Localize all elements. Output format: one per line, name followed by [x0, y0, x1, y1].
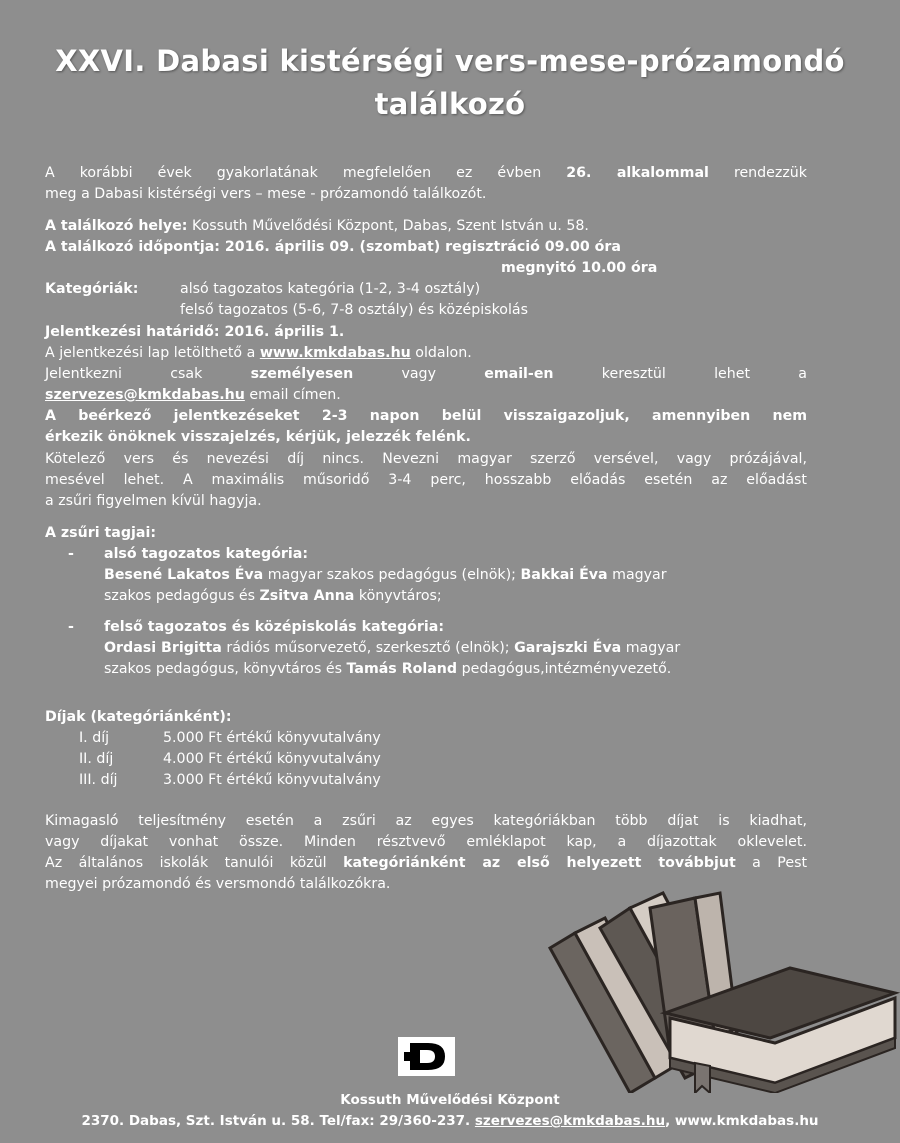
- prize-place: II. díj: [79, 751, 114, 767]
- intro-line-2: meg a Dabasi kistérségi vers – mese - prózamondó találkozót.: [45, 186, 487, 202]
- rules-line-2: mesével lehet. A maximális műsoridő 3-4 perc, hosszabb előadás esetén az előadást: [45, 472, 807, 488]
- intro-line-1: A korábbi évek gyakorlatának megfelelően ez évben 26. alkalommal rendezzük: [45, 165, 808, 181]
- jury-upper-line-1: Ordasi Brigitta rádiós műsorvezető, szerkesztő (elnök); Garajszki Éva magyar: [104, 640, 681, 656]
- closing-line-1: Kimagasló teljesítmény esetén a zsűri az egyes kategóriákban több díjat is kiadhat,: [45, 813, 807, 829]
- confirm-line-1: A beérkező jelentkezéseket 2-3 napon belül visszaigazoljuk, amennyiben nem: [45, 408, 807, 424]
- categories-label: Kategóriák:: [45, 281, 139, 297]
- footer-organization: Kossuth Művelődési Központ: [340, 1092, 560, 1108]
- opening-line: megnyitó 10.00 óra: [501, 260, 658, 276]
- prizes-heading: Díjak (kategóriánként):: [45, 709, 232, 725]
- footer-web-link[interactable]: www.kmkdabas.hu: [674, 1113, 819, 1129]
- prize-place: III. díj: [79, 772, 118, 788]
- venue-line: A találkozó helye: Kossuth Művelődési Központ, Dabas, Szent István u. 58.: [45, 218, 589, 234]
- closing-line-3: Az általános iskolák tanulói közül kategóriánként az első helyezett továbbjut a Pest: [45, 855, 808, 871]
- closing-line-2: vagy díjakat vonhat össze. Minden résztvevő emléklapot kap, a díjazottak oklevelet.: [45, 834, 807, 850]
- prize-text: 4.000 Ft értékű könyvutalvány: [163, 751, 381, 767]
- jury-dash-upper: -: [68, 619, 74, 635]
- logo-icon: [398, 1037, 455, 1076]
- rules-line-1: Kötelező vers és nevezési díj nincs. Nevezni magyar szerző versével, vagy prózájával,: [45, 451, 807, 467]
- deadline: Jelentkezési határidő: 2016. április 1.: [45, 324, 345, 340]
- svg-text:D: D: [398, 1037, 399, 1038]
- page-title: [0, 40, 900, 126]
- jury-lower-title: alsó tagozatos kategória:: [104, 546, 308, 562]
- prize-text: 5.000 Ft értékű könyvutalvány: [163, 730, 381, 746]
- title-line-2: találkozó: [374, 87, 526, 121]
- jury-heading: A zsűri tagjai:: [45, 525, 157, 541]
- jury-lower-line-1: Besené Lakatos Éva magyar szakos pedagógus (elnök); Bakkai Éva magyar: [104, 567, 667, 583]
- download-line: A jelentkezési lap letölthető a www.kmkdabas.hu oldalon.: [45, 345, 472, 361]
- jury-upper-line-2: szakos pedagógus, könyvtáros és Tamás Roland pedagógus,intézményvezető.: [104, 661, 672, 677]
- email-link[interactable]: szervezes@kmkdabas.hu: [45, 387, 245, 403]
- category-lower: alsó tagozatos kategória (1-2, 3-4 osztály): [180, 281, 481, 297]
- website-link[interactable]: www.kmkdabas.hu: [259, 345, 411, 361]
- prize-text: 3.000 Ft értékű könyvutalvány: [163, 772, 381, 788]
- prize-place: I. díj: [79, 730, 110, 746]
- kmk-logo: [398, 1037, 455, 1076]
- apply-email-line: szervezes@kmkdabas.hu email címen.: [45, 387, 341, 403]
- category-upper: felső tagozatos (5-6, 7-8 osztály) és középiskolás: [180, 302, 528, 318]
- jury-upper-title: felső tagozatos és középiskolás kategória:: [104, 619, 444, 635]
- title-line-1: XXVI. Dabasi kistérségi vers-mese-prózamondó: [55, 44, 845, 78]
- footer-address: 2370. Dabas, Szt. István u. 58. Tel/fax: 29/360-237. szervezes@kmkdabas.hu, www.kmkdabas.hu: [81, 1113, 819, 1129]
- closing-line-4: megyei prózamondó és versmondó találkozókra.: [45, 876, 391, 892]
- books-illustration: [545, 888, 900, 1093]
- jury-dash-lower: -: [68, 546, 74, 562]
- apply-line: Jelentkezni csak személyesen vagy email-en keresztül lehet a: [45, 366, 807, 382]
- jury-lower-line-2: szakos pedagógus és Zsitva Anna könyvtáros;: [104, 588, 442, 604]
- confirm-line-2: érkezik önöknek visszajelzés, kérjük, jelezzék felénk.: [45, 429, 471, 445]
- rules-line-3: a zsűri figyelmen kívül hagyja.: [45, 493, 262, 509]
- footer-email-link[interactable]: szervezes@kmkdabas.hu: [474, 1113, 666, 1129]
- date-line: A találkozó időpontja: 2016. április 09. (szombat) regisztráció 09.00 óra: [45, 239, 621, 255]
